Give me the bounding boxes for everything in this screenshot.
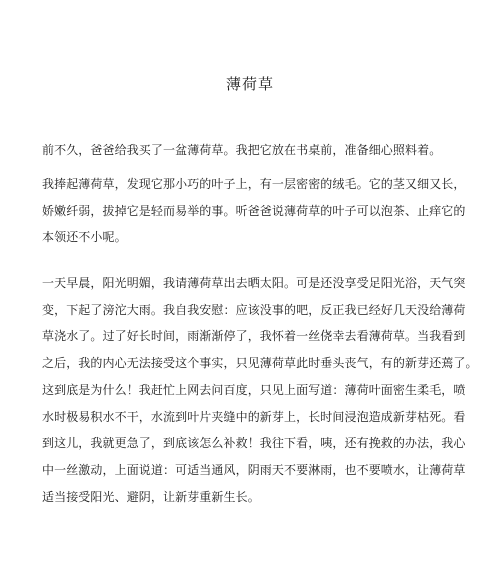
paragraph-line: 水时极易积水不干，水流到叶片夹缝中的新芽上，长时间浸泡造成新芽枯死。看 — [42, 409, 466, 424]
paragraph-line: 前不久，爸爸给我买了一盆薄荷草。我把它放在书桌前，准备细心照料着。 — [42, 143, 442, 157]
paragraph-line: 本领还不小呢。 — [42, 230, 127, 245]
paragraph-3 — [42, 270, 478, 510]
paragraph-line: 娇嫩纤弱，拔掉它是轻而易举的事。听爸爸说薄荷草的叶子可以泡茶、止痒它的 — [42, 203, 466, 218]
paragraph-line: 我捧起薄荷草，发现它那小巧的叶子上，有一层密密的绒毛。它的茎又细又长， — [42, 177, 466, 191]
paragraph-1 — [42, 137, 454, 164]
paragraph-line: 中一丝激动，上面说道：可适当通风，阴雨天不要淋雨，也不要喷水，让薄荷草 — [42, 462, 466, 477]
paragraph-line: 适当接受阳光、避阴，让新芽重新生长。 — [42, 489, 260, 504]
paragraph-line: 草浇水了。过了好长时间，雨渐渐停了，我怀着一丝侥幸去看薄荷草。当我看到 — [42, 329, 466, 344]
paragraph-2 — [42, 171, 466, 251]
paragraph-line: 之后，我的内心无法接受这个事实，只见薄荷草此时垂头丧气，有的新芽还蔫了。 — [42, 356, 478, 371]
paragraph-line: 变，下起了滂沱大雨。我自我安慰：应该没事的吧，反正我已经好几天没给薄荷 — [42, 302, 466, 317]
paragraph-line: 这到底是为什么！我赶忙上网去问百度，只见上面写道：薄荷叶面密生柔毛，喷 — [42, 382, 466, 397]
paragraph-line: 到这儿，我就更急了，到底该怎么补救！我往下看，咦，还有挽救的办法，我心 — [42, 436, 466, 451]
document-title: 薄荷草 — [225, 75, 274, 94]
paragraph-line: 一天早晨，阳光明媚，我请薄荷草出去晒太阳。可是还没享受足阳光浴，天气突 — [42, 276, 466, 290]
